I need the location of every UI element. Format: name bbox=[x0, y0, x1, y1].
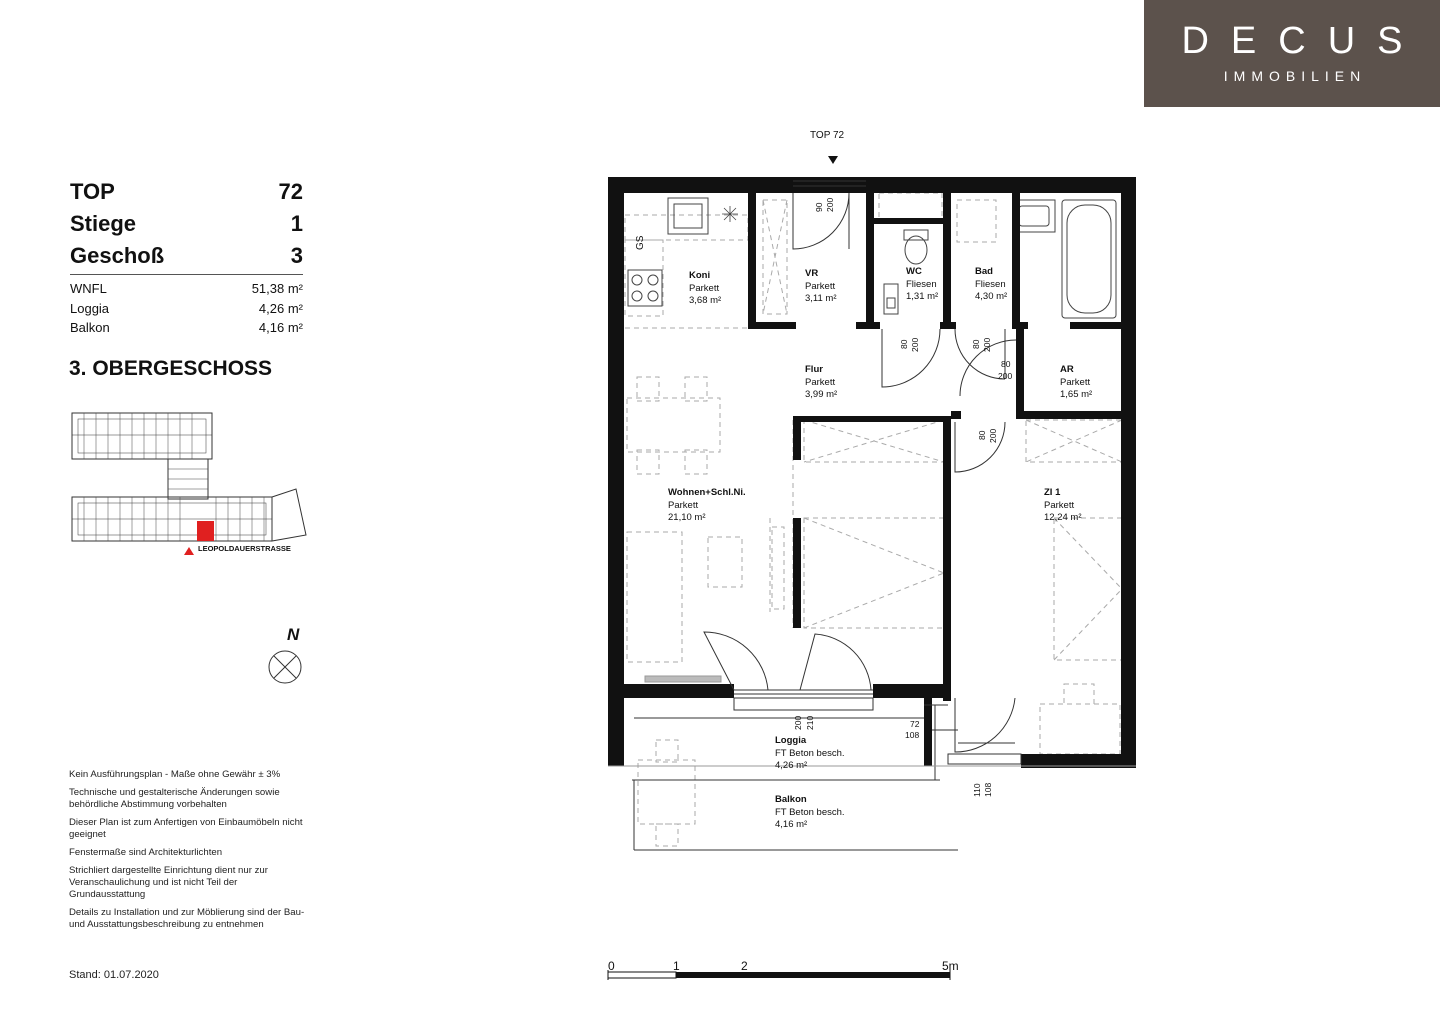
window-dim bbox=[984, 783, 993, 797]
room-area: 4,26 m² bbox=[775, 760, 808, 771]
door-dim-value: 80 bbox=[899, 339, 909, 349]
room-floor: Fliesen bbox=[906, 278, 937, 290]
note: Details zu Installation und zur Möblierung sind der Bau- und Ausstattungsbeschreibung zu entnehmen bbox=[69, 907, 305, 930]
window-dim: 108 bbox=[905, 730, 920, 740]
window-dim: 72 bbox=[910, 719, 920, 729]
window-dim-value: 110 bbox=[972, 783, 982, 797]
plan-top-label: TOP 72 bbox=[810, 130, 845, 141]
door-dim bbox=[989, 429, 998, 443]
room-label bbox=[975, 266, 1007, 304]
door-dim bbox=[900, 340, 909, 349]
area-value: 51,38 m² bbox=[251, 281, 303, 296]
room-area: 3,68 m² bbox=[689, 295, 722, 306]
room-name: WC bbox=[906, 266, 922, 277]
top-value: 72 bbox=[278, 179, 303, 204]
door-dim-value: 200 bbox=[793, 715, 803, 730]
room-floor: Parkett bbox=[668, 499, 699, 511]
area-value: 4,16 m² bbox=[258, 320, 303, 335]
door-dim-value: 200 bbox=[825, 197, 835, 212]
gs-label: GS bbox=[635, 235, 646, 250]
note: Technische und gestalterische Änderungen sowie behördliche Abstimmung vorbehalten bbox=[69, 787, 280, 810]
area-label: WNFL bbox=[70, 281, 107, 296]
room-area: 4,16 m² bbox=[775, 819, 808, 830]
room-floor: FT Beton besch. bbox=[775, 806, 845, 818]
room-label bbox=[1044, 487, 1082, 525]
geschoss-value: 3 bbox=[290, 243, 303, 268]
room-area: 1,65 m² bbox=[1060, 389, 1093, 400]
scale-label: 0 bbox=[608, 959, 615, 973]
door-dim bbox=[978, 431, 987, 440]
floor-title: 3. OBERGESCHOSS bbox=[69, 357, 273, 380]
note: Strichliert dargestellte Einrichtung dient nur zur Veranschaulichung und ist nicht Teil der Grundausstattung bbox=[69, 865, 268, 900]
north-label: N bbox=[287, 625, 300, 644]
logo-brand: DECUS bbox=[1181, 20, 1425, 62]
room-floor: Parkett bbox=[689, 282, 720, 294]
room-floor: Parkett bbox=[1044, 499, 1075, 511]
stand-date: Stand: 01.07.2020 bbox=[69, 969, 159, 981]
room-name: Koni bbox=[689, 270, 711, 281]
room-floor: FT Beton besch. bbox=[775, 747, 845, 759]
scale-label: 1 bbox=[673, 959, 680, 973]
note: Fenstermaße sind Architekturlichten bbox=[69, 847, 223, 858]
room-name: ZI 1 bbox=[1044, 487, 1061, 498]
note: Kein Ausführungsplan - Maße ohne Gewähr ± 3% bbox=[69, 769, 281, 780]
room-area: 12,24 m² bbox=[1044, 512, 1082, 523]
room-area: 3,11 m² bbox=[805, 293, 837, 304]
room-name: Bad bbox=[975, 266, 993, 277]
door-dim-value: 80 bbox=[977, 430, 987, 440]
room-area: 3,99 m² bbox=[805, 389, 838, 400]
room-label bbox=[1060, 364, 1092, 402]
room-area: 21,10 m² bbox=[668, 512, 706, 523]
room-name: Balkon bbox=[775, 794, 807, 805]
room-floor: Parkett bbox=[1060, 376, 1091, 388]
area-value: 4,26 m² bbox=[258, 300, 303, 316]
door-dim bbox=[794, 716, 803, 730]
room-floor: Parkett bbox=[805, 376, 836, 388]
door-dim-value: 210 bbox=[805, 715, 815, 730]
geschoss-label: Geschoß bbox=[70, 243, 165, 268]
scale-bar bbox=[606, 970, 956, 982]
door-dim bbox=[815, 203, 824, 212]
room-name: AR bbox=[1060, 364, 1074, 375]
room-floor: Parkett bbox=[805, 280, 836, 292]
room-label bbox=[689, 270, 721, 308]
room-floor: Fliesen bbox=[975, 278, 1006, 290]
window-dim-value: 108 bbox=[983, 782, 993, 797]
door-dim bbox=[983, 338, 992, 352]
door-dim bbox=[806, 716, 815, 730]
room-label bbox=[805, 268, 837, 306]
room-label bbox=[775, 794, 845, 832]
door-dim bbox=[972, 340, 981, 349]
area-label: Balkon bbox=[70, 320, 110, 335]
door-dim-value: 90 bbox=[814, 202, 824, 212]
stiege-value: 1 bbox=[290, 211, 303, 236]
room-area: 4,30 m² bbox=[975, 291, 1008, 302]
stiege-label: Stiege bbox=[70, 211, 137, 236]
door-dim-value: 80 bbox=[971, 339, 981, 349]
area-label: Loggia bbox=[70, 300, 110, 316]
logo-sub: IMMOBILIEN bbox=[1223, 68, 1367, 84]
scale-label: 2 bbox=[741, 959, 748, 973]
window-dim bbox=[973, 783, 982, 797]
door-dim-value: 200 bbox=[910, 337, 920, 352]
room-name: VR bbox=[805, 268, 819, 279]
room-label bbox=[906, 266, 938, 304]
note: Dieser Plan ist zum Anfertigen von Einbaumöbeln nicht geeignet bbox=[69, 817, 303, 840]
door-dim bbox=[826, 198, 835, 212]
door-dim-value: 200 bbox=[982, 337, 992, 352]
street-label: LEOPOLDAUERSTRASSE bbox=[198, 544, 291, 553]
door-dim: 200 bbox=[998, 371, 1013, 381]
room-label bbox=[668, 487, 746, 525]
room-label bbox=[805, 364, 837, 402]
door-dim-value: 200 bbox=[988, 428, 998, 443]
room-label bbox=[775, 735, 845, 773]
door-dim bbox=[911, 338, 920, 352]
room-name: Loggia bbox=[775, 735, 807, 746]
room-area: 1,31 m² bbox=[906, 291, 939, 302]
room-name: Flur bbox=[805, 364, 823, 375]
room-name: Wohnen+Schl.Ni. bbox=[668, 487, 746, 498]
top-label: TOP bbox=[70, 179, 115, 204]
scale-label: 5m bbox=[942, 959, 959, 973]
door-dim: 80 bbox=[1001, 359, 1011, 369]
